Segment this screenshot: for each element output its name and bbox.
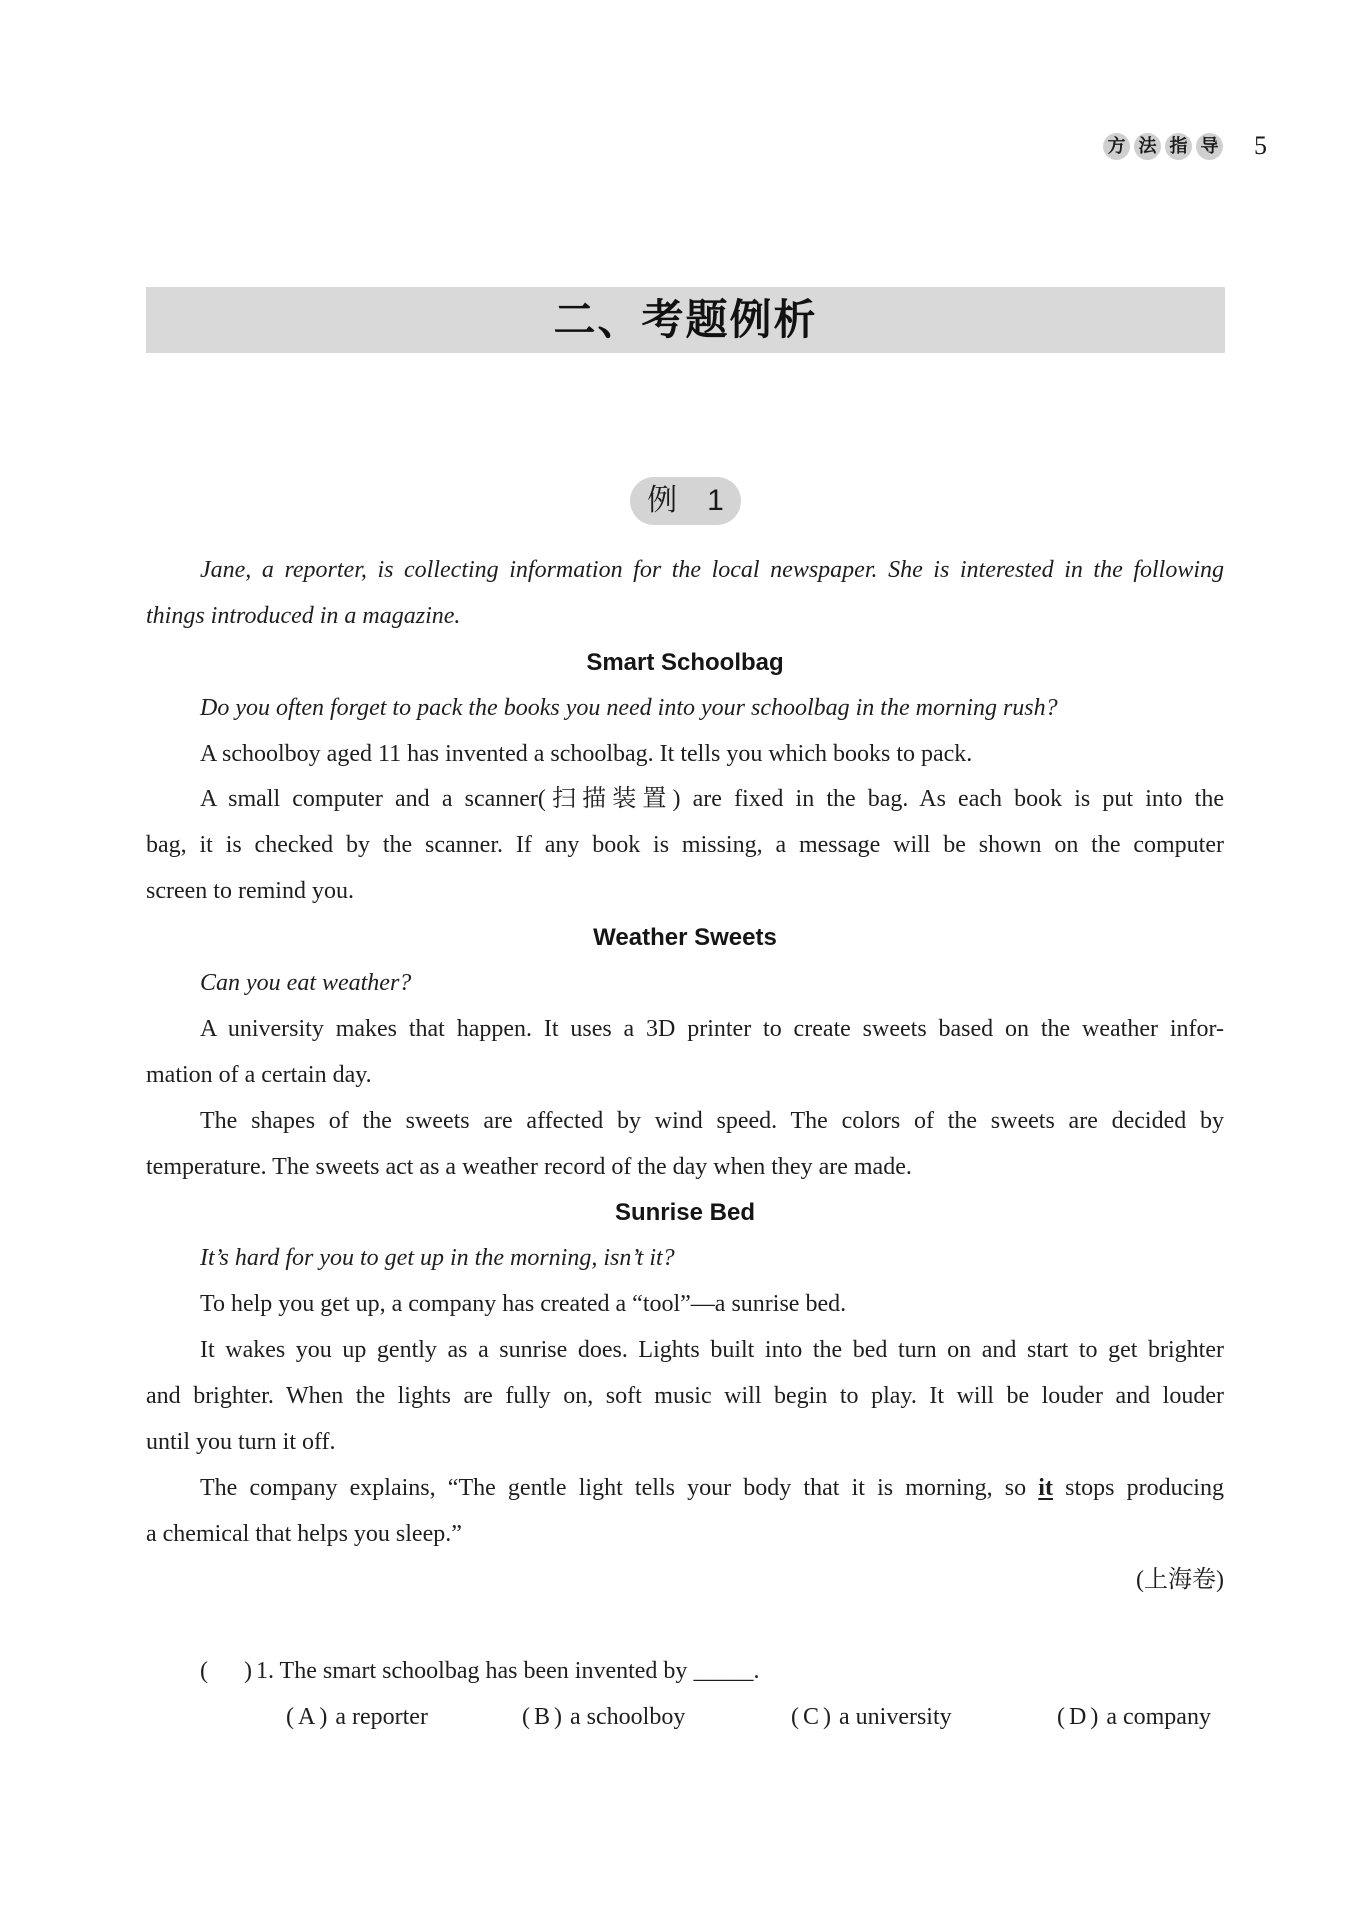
body-line: [146, 1466, 1224, 1512]
option-label: (C): [791, 1704, 835, 1731]
body-line: mation of a certain day.: [146, 1061, 372, 1088]
body-line: temperature. The sweets act as a weather record of the day when they are made.: [146, 1153, 912, 1180]
article-title: Weather Sweets: [593, 924, 777, 952]
page-number: 5: [1254, 131, 1267, 160]
body-line: bag, it is checked by the scanner. If any book is missing, a message will be shown on the computer: [146, 832, 1224, 859]
text-segment: stops producing: [1052, 1474, 1224, 1501]
body-line: screen to remind you.: [146, 878, 354, 905]
example-label: 例: [647, 483, 678, 518]
option-c: [791, 1695, 952, 1741]
body-line: a chemical that helps you sleep.”: [146, 1520, 462, 1547]
source-label: (上海卷): [1136, 1566, 1224, 1593]
option-text: a university: [839, 1704, 952, 1731]
option-b: [522, 1695, 685, 1741]
lead-question: It’s hard for you to get up in the morning, isn’t it?: [200, 1245, 675, 1272]
article-title: Sunrise Bed: [614, 1199, 756, 1227]
body-line: To help you get up, a company has created a “tool”—a sunrise bed.: [200, 1291, 847, 1318]
question-stem: 1. The smart schoolbag has been invented by: [255, 1658, 688, 1685]
lead-question: Do you often forget to pack the books you need into your schoolbag in the morning rush?: [200, 694, 1058, 721]
body-line: until you turn it off.: [146, 1428, 336, 1455]
lead-question: Can you eat weather?: [200, 970, 412, 997]
question-item: [146, 1649, 1224, 1695]
section-tag: [1103, 133, 1223, 160]
intro-line: Jane, a reporter, is collecting information for the local newspaper. She is interested in the following: [200, 557, 1224, 583]
body-line: It wakes you up gently as a sunrise does. Lights built into the bed turn on and start to get brighter: [200, 1337, 1224, 1364]
section-tag-char: 方: [1103, 133, 1130, 160]
section-tag-char: 指: [1165, 133, 1192, 160]
option-text: a company: [1106, 1704, 1211, 1731]
example-badge: [630, 477, 741, 525]
question-end: .: [753, 1658, 760, 1685]
body-line: A university makes that happen. It uses a 3D printer to create sweets based on the weather infor-: [200, 1015, 1224, 1042]
option-a: [286, 1695, 428, 1741]
section-tag-char: 法: [1134, 133, 1161, 160]
section-title-band: [146, 287, 1225, 353]
option-label: (A): [286, 1704, 332, 1731]
option-d: [1057, 1695, 1211, 1741]
emphasized-word: it: [1038, 1474, 1053, 1501]
body-line: A schoolboy aged 11 has invented a schoolbag. It tells you which books to pack.: [200, 740, 973, 767]
option-text: a reporter: [335, 1704, 428, 1731]
intro-line: things introduced in a magazine.: [146, 602, 461, 629]
option-label: (D): [1057, 1704, 1103, 1731]
section-tag-char: 导: [1196, 133, 1223, 160]
text-segment: The company explains, “The gentle light tells your body that it is morning, so: [200, 1474, 1039, 1501]
answer-blank: _____: [693, 1658, 754, 1685]
option-text: a schoolboy: [570, 1704, 686, 1731]
answer-bracket: ( ): [200, 1658, 252, 1685]
option-label: (B): [522, 1704, 566, 1731]
body-line: The shapes of the sweets are affected by wind speed. The colors of the sweets are decided by: [200, 1107, 1224, 1134]
example-number: 1: [707, 484, 724, 517]
option-row: [146, 1695, 1224, 1741]
question-list: [146, 1649, 1224, 1741]
body-line: A small computer and a scanner(扫描装置) are fixed in the bag. As each book is put into the: [200, 786, 1224, 813]
section-title: 二、考题例析: [553, 295, 818, 344]
reading-passage: [146, 548, 1224, 1741]
article-title: Smart Schoolbag: [586, 648, 784, 676]
body-line: and brighter. When the lights are fully on, soft music will begin to play. It will be louder and louder: [146, 1383, 1224, 1410]
